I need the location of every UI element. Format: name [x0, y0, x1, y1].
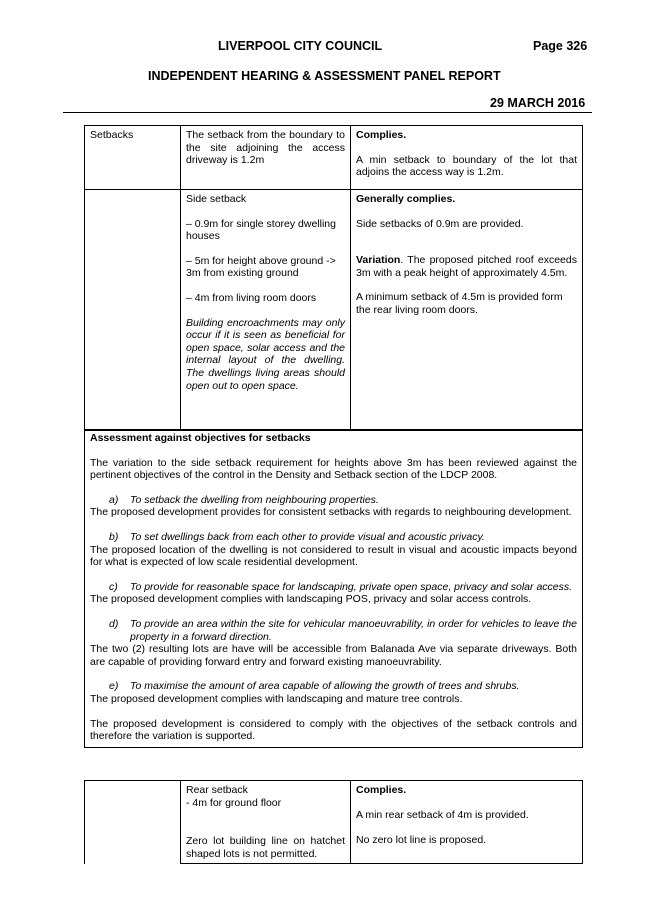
control-item: – 4m from living room doors	[186, 291, 317, 304]
status-text: Complies.	[356, 129, 407, 141]
objective-response: The two (2) resulting lots are have will be accessible from Balanada Ave via separate driveways. Both are capable of providing forward entry and forward existing manoeuvrability.	[90, 643, 577, 668]
control-item: - 4m for ground floor	[186, 796, 282, 809]
objective-c: c) To provide for reasonable space for landscaping, private open space, privacy and solar access.	[109, 580, 573, 593]
comment-text: No zero lot line is proposed.	[356, 834, 487, 847]
control-title: Rear setback	[186, 784, 248, 796]
setback-table-bottom	[84, 780, 583, 864]
control-item: – 5m for height above ground -> 3m from existing ground	[186, 254, 336, 280]
page-number: Page 326	[533, 39, 588, 53]
comment-cell	[351, 781, 583, 864]
status-text: Generally complies.	[356, 193, 456, 205]
objective-e: e) To maximise the amount of area capable of allowing the growth of trees and shrubs.	[109, 680, 520, 693]
table-row	[85, 126, 583, 190]
variation-label: Variation	[356, 254, 401, 267]
variation-body: . The proposed pitched roof exceeds 3m with a peak height of approximately 4.5m.	[356, 254, 577, 279]
control-cell	[181, 781, 351, 864]
comment-cell	[351, 126, 583, 190]
comment-text: A min setback to boundary of the lot that adjoins the access way is 1.2m.	[356, 153, 577, 179]
report-date: 29 MARCH 2016	[490, 96, 586, 110]
row-label-empty	[85, 190, 181, 431]
row-label: Setbacks	[85, 126, 181, 190]
control-cell: The setback from the boundary to the site adjoining the access driveway is 1.2m	[181, 126, 351, 190]
table-row	[85, 190, 583, 431]
objective-response: The proposed development complies with landscaping POS, privacy and solar access controls.	[90, 593, 532, 606]
objective-response: The proposed development provides for consistent setbacks with regards to neighbouring development.	[90, 506, 572, 519]
control-item: Zero lot building line on hatchet shaped lots is not permitted.	[186, 835, 345, 860]
row-label-empty	[85, 781, 181, 864]
header-divider	[63, 112, 592, 113]
comment-text: A minimum setback of 4.5m is provided form the rear living room doors.	[356, 291, 563, 316]
report-title: INDEPENDENT HEARING & ASSESSMENT PANEL REPORT	[148, 69, 501, 83]
assessment-heading: Assessment against objectives for setbacks	[90, 432, 311, 444]
status-text: Complies.	[356, 784, 407, 796]
assessment-table	[84, 429, 583, 748]
control-item: – 0.9m for single storey dwelling houses	[186, 217, 336, 243]
objective-b: b) To set dwellings back from each other to provide visual and acoustic privacy.	[109, 530, 485, 543]
control-note: Building encroachments may only occur if it is seen as beneficial for open space, solar access and the internal layout of the dwelling. The dwellings living areas should open out to open space.	[186, 316, 345, 392]
objective-response: The proposed location of the dwelling is not considered to result in visual and acoustic impacts beyond for what is expected of low scale residential development.	[90, 543, 577, 569]
comment-text: Side setbacks of 0.9m are provided.	[356, 217, 524, 230]
comment-cell	[351, 190, 583, 431]
setback-table-top	[84, 125, 583, 431]
variation-text	[356, 254, 577, 279]
objective-response: The proposed development complies with landscaping and mature tree controls.	[90, 692, 463, 705]
table-row	[85, 781, 583, 864]
assessment-cell	[85, 430, 583, 748]
control-cell	[181, 190, 351, 431]
assessment-conclusion: The proposed development is considered to comply with the objectives of the setback controls and therefore the variation is supported.	[90, 717, 577, 743]
objective-d: d) To provide an area within the site for vehicular manoeuvrability, in order for vehicles to leave the property in a forward direction.	[109, 617, 577, 643]
objective-a: a) To setback the dwelling from neighbouring properties.	[109, 493, 379, 506]
comment-text: A min rear setback of 4m is provided.	[356, 808, 529, 821]
assessment-intro: The variation to the side setback requirement for heights above 3m has been reviewed against the pertinent objectives of the control in the Density and Setback section of the LDCP 2008.	[90, 456, 577, 482]
table-row	[85, 430, 583, 748]
council-name: LIVERPOOL CITY COUNCIL	[218, 39, 383, 53]
control-title: Side setback	[186, 193, 247, 205]
